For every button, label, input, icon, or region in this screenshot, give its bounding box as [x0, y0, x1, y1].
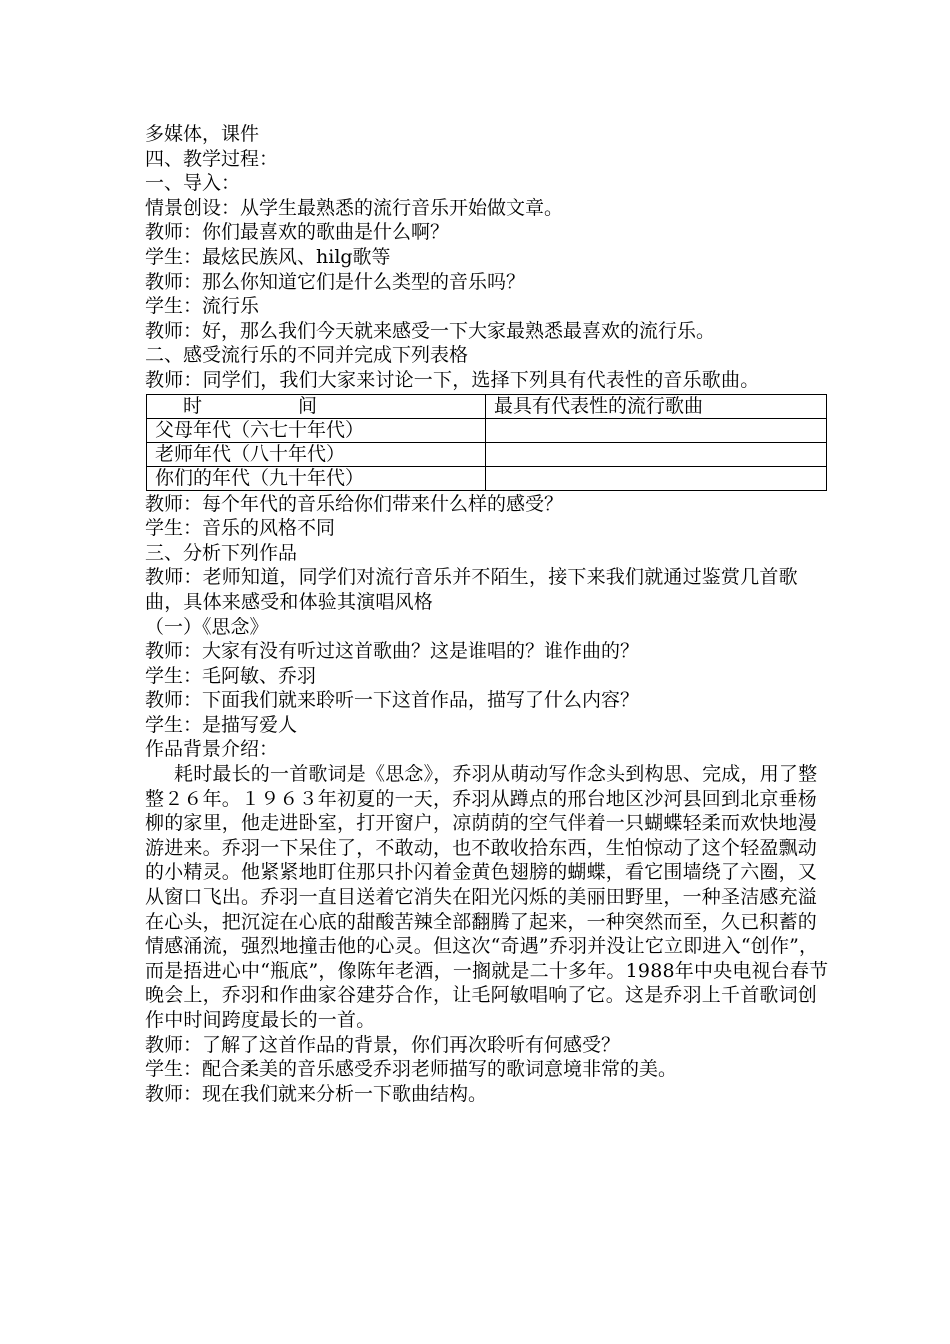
table-cell-era: 父母年代（六七十年代）	[147, 418, 486, 442]
dialogue-line: 教师：了解了这首作品的背景，你们再次聆听有何感受？	[145, 1033, 621, 1056]
header-char-shi: 时	[183, 395, 203, 418]
dialogue-line: 教师：好，那么我们今天就来感受一下大家最熟悉最喜欢的流行乐。	[145, 319, 716, 342]
table-cell-song	[486, 418, 827, 442]
dialogue-line: 学生：配合柔美的音乐感受乔羽老师描写的歌词意境非常的美。	[145, 1058, 678, 1081]
table-header-time	[147, 394, 486, 418]
header-char-jian: 间	[298, 395, 318, 418]
table-cell-song	[486, 466, 827, 490]
table-header-song: 最具有代表性的流行歌曲	[486, 394, 827, 418]
table-row	[147, 442, 827, 466]
section-heading: 三、分析下列作品	[145, 541, 298, 564]
dialogue-line: 教师：每个年代的音乐给你们带来什么样的感受？	[145, 492, 564, 515]
dialogue-line: 学生：流行乐	[145, 295, 260, 318]
dialogue-line: 教师：下面我们就来聆听一下这首作品，描写了什么内容？	[145, 689, 640, 712]
table-cell-era: 老师年代（八十年代）	[147, 442, 486, 466]
song-title: （一）《思念》	[145, 615, 269, 638]
dialogue-line: 教师：现在我们就来分析一下歌曲结构。	[145, 1082, 488, 1105]
section-heading: 四、教学过程：	[145, 147, 279, 170]
text-line: 情景创设：从学生最熟悉的流行音乐开始做文章。	[145, 196, 564, 219]
dialogue-line: 学生：是描写爱人	[145, 713, 298, 736]
dialogue-line: 学生：毛阿敏、乔羽	[145, 664, 317, 687]
background-paragraph: 耗时最长的一首歌词是《思念》，乔羽从萌动写作念头到构思、完成，用了整整２６年。１９６３年初夏的一天，乔羽从蹲点的邢台地区沙河县回到北京垂杨柳的家里，他走进卧室，打开窗户，凉荫荫的空气伴着一只蝴蝶轻柔而欢快地漫游进来。乔羽一下呆住了，不敢动，也不敢收拾东西，生怕惊动了这个轻盈飘动的小精灵。他紧紧地盯住那只扑闪着金黄色翅膀的蝴蝶，看它围墙绕了六圈，又从窗口飞出。乔羽一直目送着它消失在阳光闪烁的美丽田野里，一种圣洁感充溢在心头，把沉淀在心底的甜酸苦辣全部翻腾了起来，一种突然而至，久已积蓄的情感涌流，强烈地撞击他的心灵。但这次“奇遇”乔羽并没让它立即进入“创作”，而是捂进心中“瓶底”，像陈年老酒，一搁就是二十多年。1988年中央电视台春节晚会上，乔羽和作曲家谷建芬合作，让毛阿敏唱响了它。这是乔羽上千首歌词创作中时间跨度最长的一首。	[145, 763, 829, 1031]
table-row	[147, 466, 827, 490]
discussion-paragraph: 教师：同学们，我们大家来讨论一下，选择下列具有代表性的音乐歌曲。	[145, 368, 760, 391]
era-song-table	[146, 394, 827, 491]
table-header-row	[147, 394, 827, 418]
text-line: 多媒体，课件	[145, 123, 260, 145]
dialogue-line: 教师：你们最喜欢的歌曲是什么啊？	[145, 221, 450, 244]
background-heading: 作品背景介绍：	[145, 738, 279, 761]
dialogue-line: 教师：大家有没有听过这首歌曲？这是谁唱的？谁作曲的？	[145, 640, 640, 663]
table-cell-era: 你们的年代（九十年代）	[147, 466, 486, 490]
dialogue-line: 学生：音乐的风格不同	[145, 517, 336, 540]
document-page	[145, 122, 830, 1106]
appreciation-paragraph: 教师：老师知道，同学们对流行音乐并不陌生，接下来我们就通过鉴赏几首歌曲，具体来感受和体验其演唱风格	[145, 566, 798, 613]
dialogue-line: 教师：那么你知道它们是什么类型的音乐吗？	[145, 270, 526, 293]
dialogue-line: 学生：最炫民族风、hilg歌等	[145, 245, 391, 268]
table-row	[147, 418, 827, 442]
table-cell-song	[486, 442, 827, 466]
section-heading: 一、导入：	[145, 172, 241, 195]
section-heading: 二、感受流行乐的不同并完成下列表格	[145, 344, 469, 367]
